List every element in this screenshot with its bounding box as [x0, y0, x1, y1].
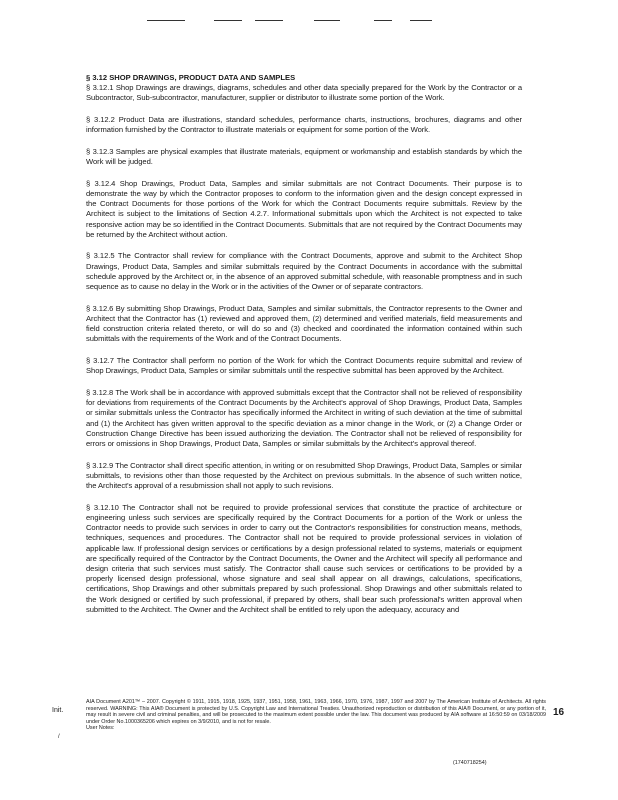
paragraph-3-12-9: § 3.12.9 The Contractor shall direct specific attention, in writing or on resubmitted Shop Drawings, Product Data, Samples or similar submittals, to revisions other than those requested by the Architect on previous submittals. In the absence of such written notice, the Architect's approval of a resubmission shall not apply to such revisions.: [86, 460, 522, 491]
paragraph-3-12-8: § 3.12.8 The Work shall be in accordance with approved submittals except that the Contractor shall not be relieved of responsibility for deviations from requirements of the Contract Documents by the Architect's approval of Shop Drawings, Product Data, Samples or similar submittals unless the Contractor has specifically informed the Architect in writing of such deviation at the time of submittal and (1) the Architect has given written approval to the specific deviation as a minor change in the Work, or (2) a Change Order or Construction Change Directive has been issued authorizing the deviation. The Contractor shall not be relieved of responsibility for errors or omissions in Shop Drawings, Product Data, Samples or similar submittals by the Architect's approval thereof.: [86, 387, 522, 448]
footer-notice: [86, 699, 546, 732]
paragraph-3-12-10: § 3.12.10 The Contractor shall not be required to provide professional services that constitute the practice of architecture or engineering unless such services are specifically required by the Contract Documents for a portion of the Work or unless the Contractor needs to provide such services in order to carry out the Contractor's responsibilities for construction means, methods, techniques, sequences and procedures. The Contractor shall not be required to provide professional services in violation of applicable law. If professional design services or certifications by a design professional related to systems, materials or equipment are specifically required of the Contractor by the Contract Documents, the Owner and the Architect will specify all performance and design criteria that such services must satisfy. The Contractor shall cause such services or certifications to be provided by a properly licensed design professional, whose signature and seal shall appear on all drawings, calculations, specifications, certifications, Shop Drawings and other submittals prepared by such professional. Shop Drawings and other submittals related to the Work designed or certified by such professional, if prepared by others, shall bear such professional's written approval when submitted to the Architect. The Owner and the Architect shall be entitled to rely upon the adequacy, accuracy and: [86, 502, 522, 614]
page-number: 16: [553, 707, 565, 718]
initials-label: Init.: [52, 707, 64, 714]
paragraph-3-12-2: § 3.12.2 Product Data are illustrations, standard schedules, performance charts, instructions, brochures, diagrams and other information furnished by the Contractor to illustrate materials or equipment for some portion of the Work.: [86, 114, 522, 135]
initials-mark: /: [58, 734, 60, 740]
paragraph-3-12-7: § 3.12.7 The Contractor shall perform no portion of the Work for which the Contract Documents require submittal and review of Shop Drawings, Product Data, Samples or similar submittals until the respective submittal has been approved by the Architect.: [86, 356, 522, 376]
paragraph-3-12-6: § 3.12.6 By submitting Shop Drawings, Product Data, Samples and similar submittals, the Contractor represents to the Owner and Architect that the Contractor has (1) reviewed and approved them, (2) determined and verified materials, field measurements and field construction criteria related thereto, or will do so and (3) checked and coordinated the information contained within such submittals with the requirements of the Work and of the Contract Documents.: [86, 303, 522, 344]
copyright-notice: AIA Document A201™ – 2007. Copyright © 1911, 1915, 1918, 1925, 1937, 1951, 1958, 1961, 1963, 1966, 1970, 1976, 1987, 1997 and 2007 by The American Institute of Architects. All rights reserved. WARNING: This AIA® Document is protected by U.S. Copyright Law and International Treaties. Unauthorized reproduction or distribution of this AIA® Document, or any portion of it, may result in severe civil and criminal penalties, and will be prosecuted to the maximum extent possible under the law. This document was produced by AIA software at 16:50:59 on 03/18/2009 under Order No.1000365206 which expires on 3/9/2010, and is not for resale.: [86, 699, 546, 725]
paragraph-3-12-4: § 3.12.4 Shop Drawings, Product Data, Samples and similar submittals are not Contract Documents. Their purpose is to demonstrate the way by which the Contractor proposes to conform to the information given and the design concept expressed in the Contract Documents for those portions of the Work for which the Contract Documents require submittals. Review by the Architect is subject to the limitations of Section 4.2.7. Informational submittals upon which the Architect is not expected to take responsive action may be so identified in the Contract Documents. Submittals that are not required by the Contract Documents may be returned by the Architect without action.: [86, 178, 522, 239]
header-rules: [0, 20, 618, 24]
paragraph-3-12-1: § 3.12.1 Shop Drawings are drawings, diagrams, schedules and other data specially prepared for the Work by the Contractor or a Subcontractor, Sub-subcontractor, manufacturer, supplier or distributor to illustrate some portion of the Work.: [86, 83, 522, 103]
document-code: (1740718254): [453, 760, 487, 766]
user-notes-label: User Notes:: [86, 725, 115, 732]
document-body: [86, 73, 522, 627]
paragraph-3-12-5: § 3.12.5 The Contractor shall review for compliance with the Contract Documents, approve and submit to the Architect Shop Drawings, Product Data, Samples and similar submittals required by the Contract Documents in accordance with the submittal schedule approved by the Architect or, in the absence of an approved submittal schedule, with reasonable promptness and in such sequence as to cause no delay in the Work or in the activities of the Owner or of separate contractors.: [86, 251, 522, 292]
section-heading: § 3.12 SHOP DRAWINGS, PRODUCT DATA AND SAMPLES: [86, 73, 296, 82]
paragraph-3-12-3: § 3.12.3 Samples are physical examples that illustrate materials, equipment or workmanship and establish standards by which the Work will be judged.: [86, 146, 522, 167]
